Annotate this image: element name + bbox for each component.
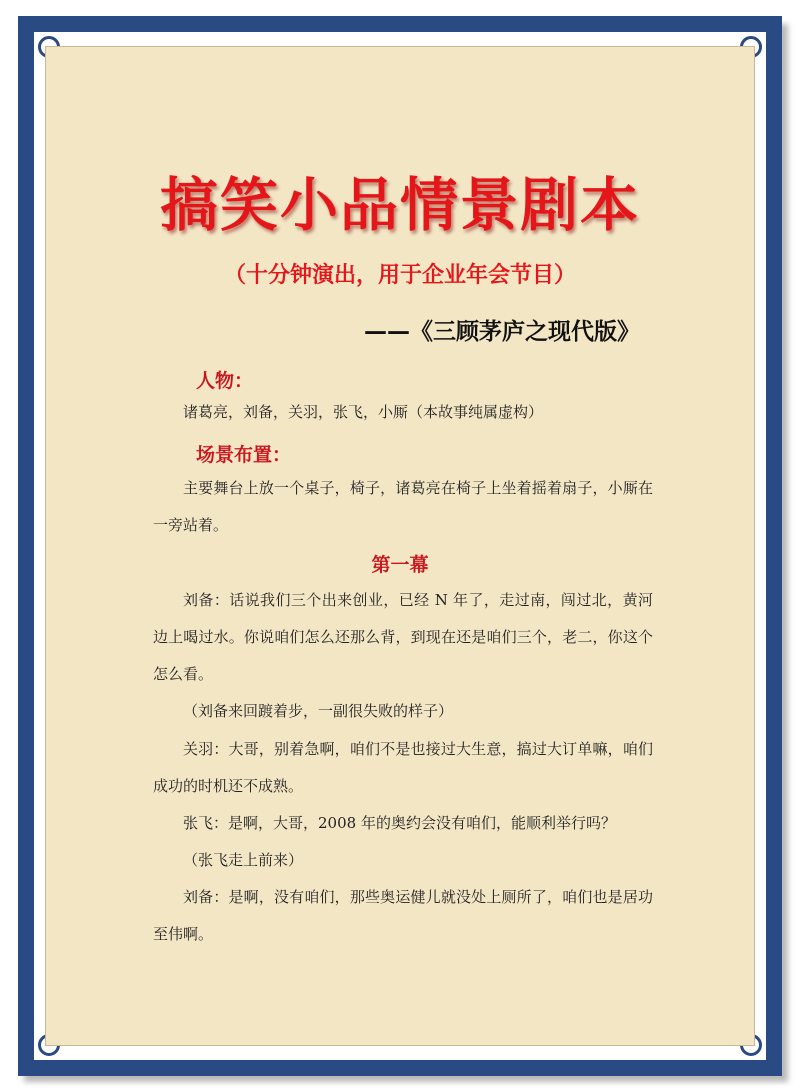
dialogue-line: 刘备：是啊，没有咱们，那些奥运健儿就没处上厕所了，咱们也是居功至伟啊。: [153, 888, 653, 943]
dialogue-line: 刘备：话说我们三个出来创业，已经 N 年了，走过南，闯过北，黄河边上喝过水。你说咱们怎么还那么背，到现在还是咱们三个，老二，你这个怎么看。: [153, 591, 653, 683]
play-title: ——《三顾茅庐之现代版》: [364, 319, 640, 345]
document-subtitle: （十分钟演出，用于企业年会节目）: [223, 263, 576, 288]
stage-direction: （刘备来回踱着步，一副很失败的样子）: [183, 702, 454, 720]
dialogue-line: 关羽：大哥，别着急啊，咱们不是也接过大生意，搞过大订单嘛，咱们成功的时机还不成熟。: [153, 740, 653, 795]
scene-heading: 场景布置：: [196, 444, 292, 466]
act-one-heading: 第一幕: [371, 554, 429, 576]
document-title: 搞笑小品情景剧本: [159, 171, 640, 239]
characters-text: 诸葛亮，刘备，关羽，张飞，小厮（本故事纯属虚构）: [183, 403, 544, 421]
scene-text: 主要舞台上放一个桌子，椅子，诸葛亮在椅子上坐着摇着扇子，小厮在一旁站着。: [153, 479, 653, 534]
stage-direction: （张飞走上前来）: [183, 851, 304, 869]
dialogue-line: 张飞：是啊，大哥，2008 年的奥约会没有咱们，能顺利举行吗？: [183, 814, 616, 832]
characters-heading: 人物：: [196, 370, 254, 392]
